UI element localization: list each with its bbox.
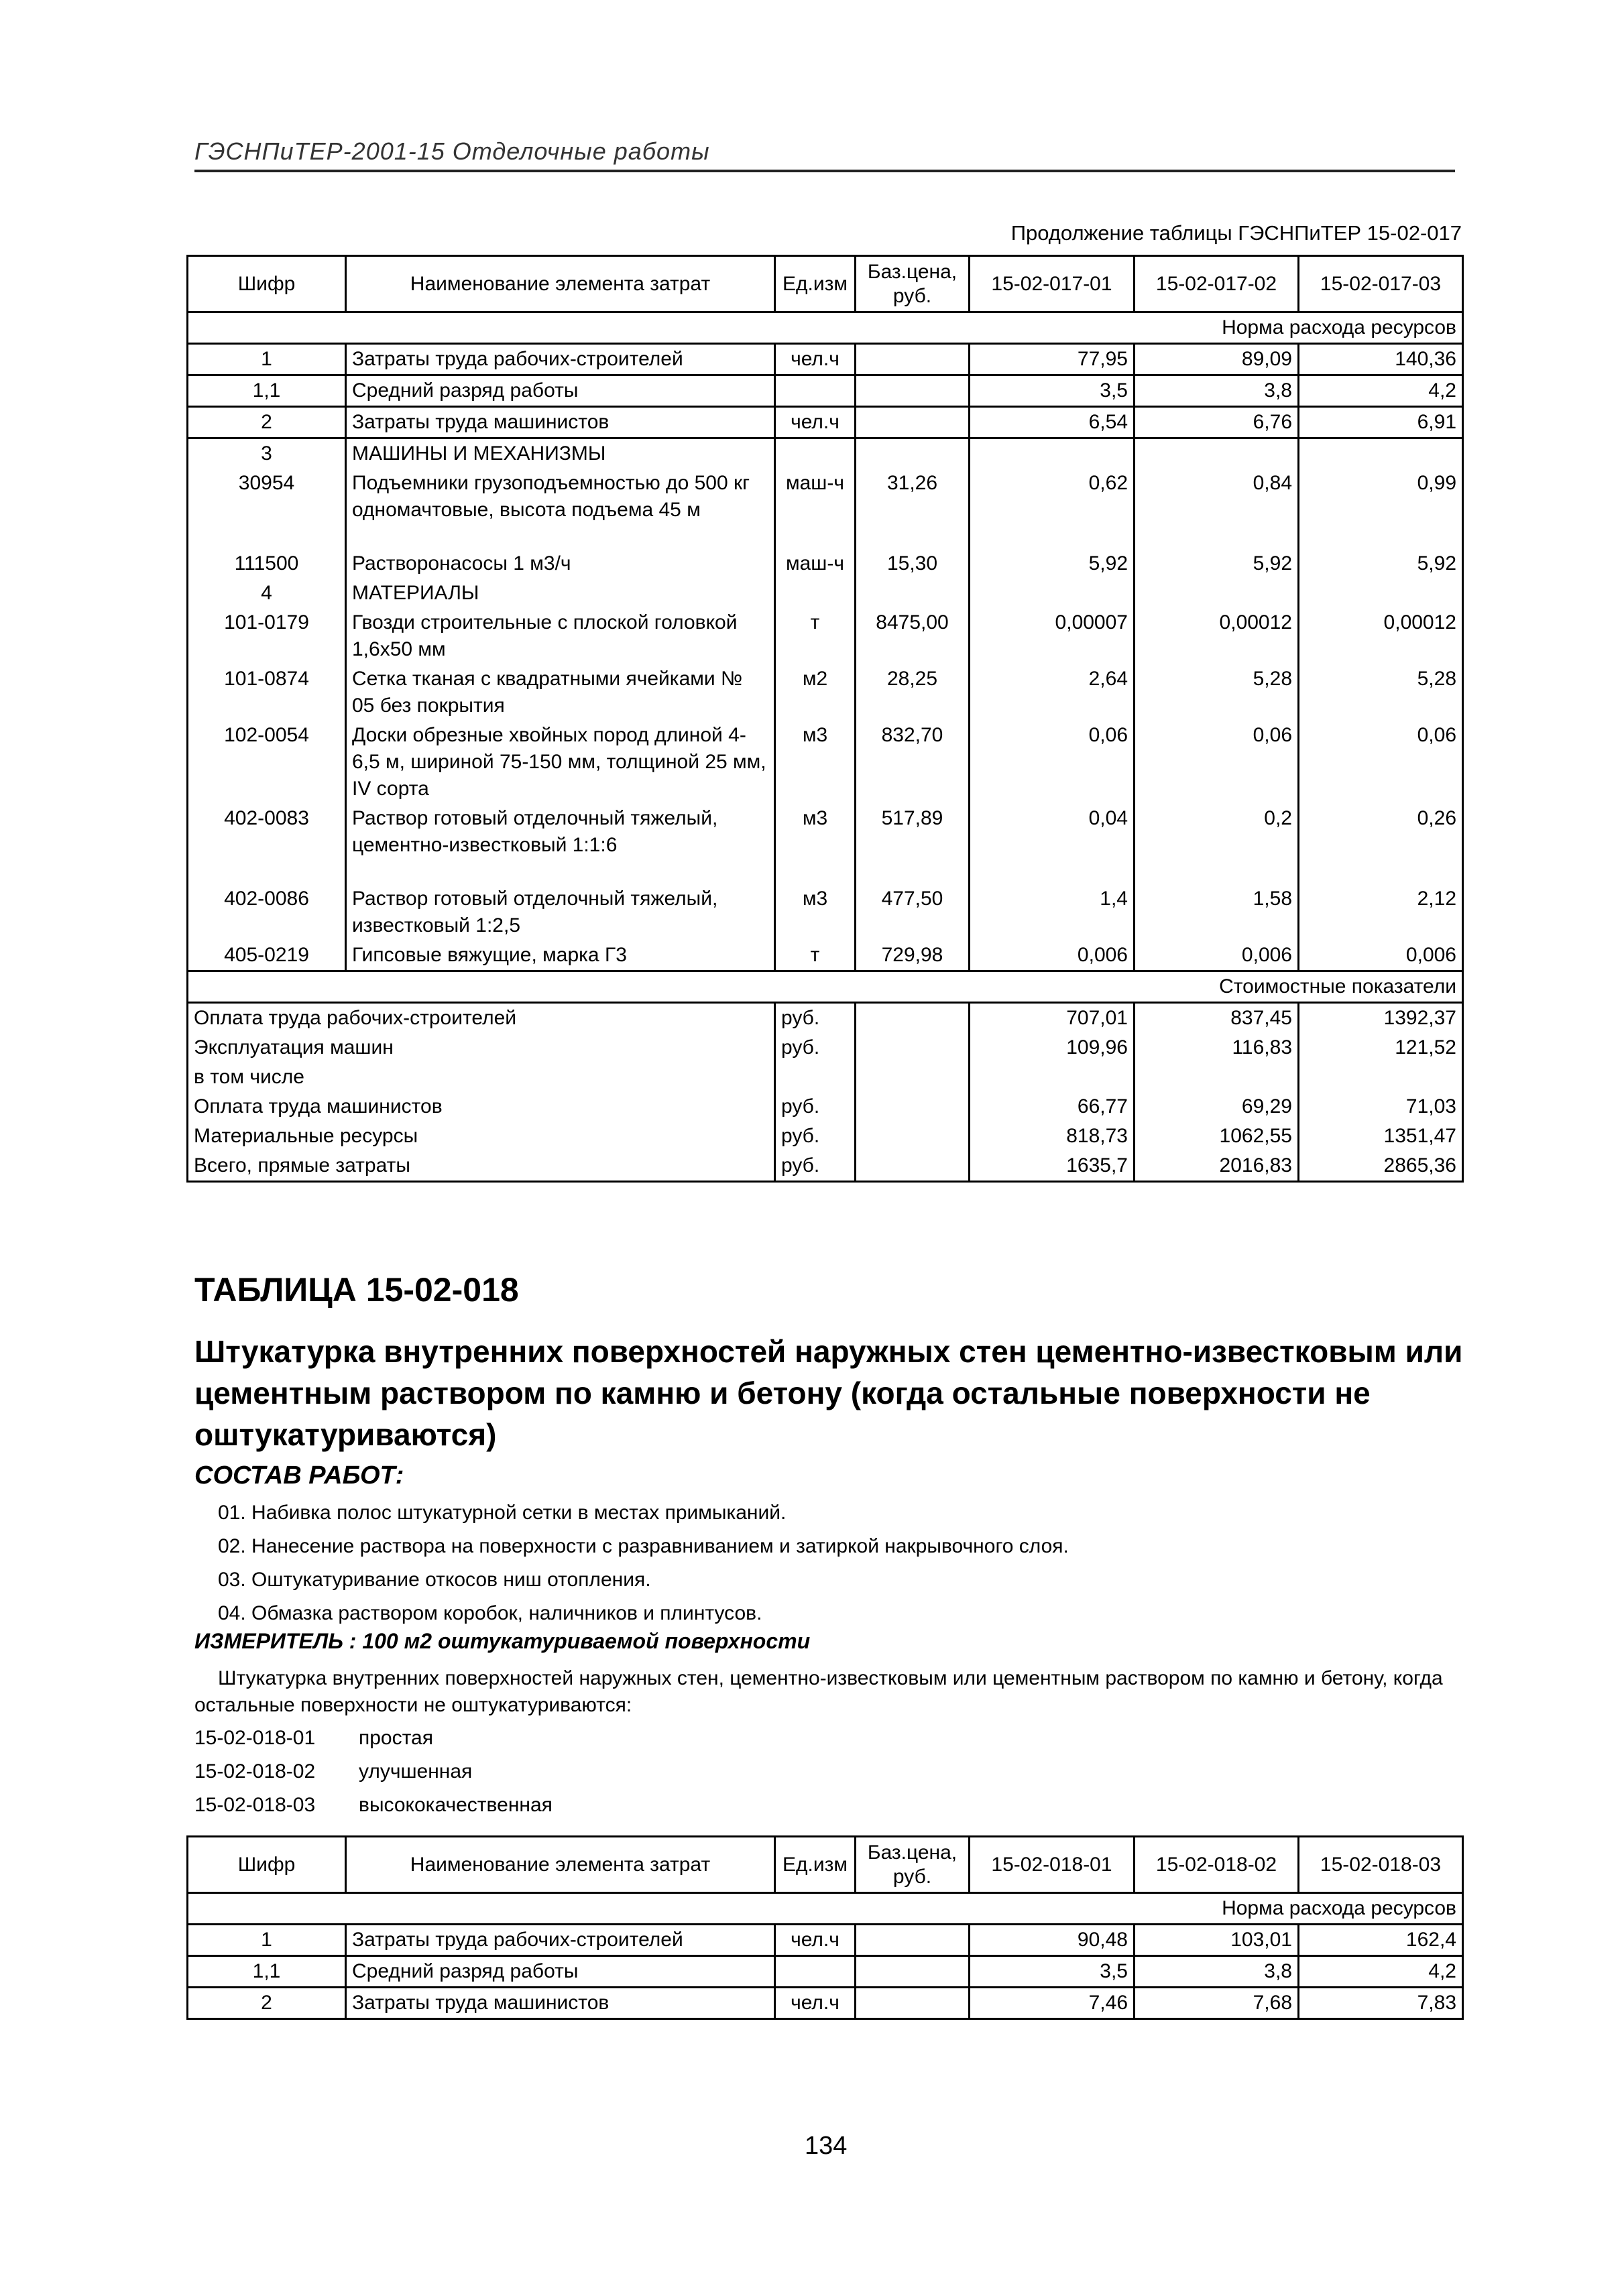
- header-col-2: 15-02-017-02: [1135, 256, 1299, 312]
- table-title: ТАБЛИЦА 15-02-018: [194, 1271, 519, 1309]
- section-row-machines: 3 МАШИНЫ И МЕХАНИЗМЫ: [188, 438, 1463, 469]
- header-name: Наименование элемента затрат: [346, 1837, 775, 1893]
- table-row: 402-0083 Раствор готовый отделочный тяжелый, цементно-известковый 1:1:6 м3 517,89 0,04 0,2 0,26: [188, 804, 1463, 884]
- header-price: Баз.цена, руб.: [856, 1837, 970, 1893]
- table-row: 102-0054 Доски обрезные хвойных пород длиной 4-6,5 м, шириной 75-150 мм, толщиной 25 мм, IV сорта м3 832,70 0,06 0,06 0,06: [188, 721, 1463, 804]
- cost-row: Оплата труда рабочих-строителей руб. 707,01 837,45 1392,37: [188, 1003, 1463, 1034]
- header-shifr: Шифр: [188, 256, 346, 312]
- header-col-3: 15-02-017-03: [1299, 256, 1463, 312]
- list-item: 02. Нанесение раствора на поверхности с разравниванием и затиркой накрывочного слоя.: [218, 1535, 1069, 1557]
- table-row: 2 Затраты труда машинистов чел.ч 7,46 7,68 7,83: [188, 1988, 1463, 2019]
- header-shifr: Шифр: [188, 1837, 346, 1893]
- norma-label: Норма расхода ресурсов: [188, 312, 1463, 344]
- resource-table-15-02-017: [186, 255, 1464, 1183]
- table-row: 1,1 Средний разряд работы 3,5 3,8 4,2: [188, 375, 1463, 407]
- header-col-1: 15-02-017-01: [970, 256, 1135, 312]
- cost-row: в том числе: [188, 1063, 1463, 1092]
- header-col-2: 15-02-018-02: [1135, 1837, 1299, 1893]
- cost-row: Всего, прямые затраты руб. 1635,7 2016,83 2865,36: [188, 1151, 1463, 1182]
- list-item: 03. Оштукатуривание откосов ниш отопления.: [218, 1569, 651, 1591]
- table-row: 30954 Подъемники грузоподъемностью до 500 кг одномачтовые, высота подъема 45 м маш-ч 31,26 0,62 0,84 0,99: [188, 469, 1463, 549]
- cost-row: Эксплуатация машин руб. 109,96 116,83 121,52: [188, 1033, 1463, 1063]
- work-description: Штукатурка внутренних поверхностей наружных стен, цементно-известковым или цементным раствором по камню и бетону, когда остальные поверхности не оштукатуриваются:: [194, 1667, 1443, 1716]
- table-row: 405-0219 Гипсовые вяжущие, марка Г3 т 729,98 0,006 0,006 0,006: [188, 941, 1463, 971]
- cost-row: Материальные ресурсы руб. 818,73 1062,55 1351,47: [188, 1122, 1463, 1151]
- table-row: 1,1 Средний разряд работы 3,5 3,8 4,2: [188, 1956, 1463, 1988]
- section-subtitle: Штукатурка внутренних поверхностей наружных стен цементно-известковым или цементным раствором по камню и бетону (когда остальные поверхности не оштукатуриваются): [194, 1334, 1463, 1452]
- stoim-label: Стоимостные показатели: [188, 971, 1463, 1003]
- table-row: 101-0179 Гвозди строительные с плоской головкой 1,6х50 мм т 8475,00 0,00007 0,00012 0,00012: [188, 608, 1463, 664]
- header-price: Баз.цена, руб.: [856, 256, 970, 312]
- variants-list: [194, 1721, 553, 1822]
- table-row: 111500 Растворонасосы 1 м3/ч маш-ч 15,30 5,92 5,92 5,92: [188, 549, 1463, 579]
- list-item: 15-02-018-03 высококачественная: [194, 1794, 553, 1816]
- cost-row: Оплата труда машинистов руб. 66,77 69,29 71,03: [188, 1092, 1463, 1122]
- table-row: 1 Затраты труда рабочих-строителей чел.ч 90,48 103,01 162,4: [188, 1925, 1463, 1956]
- resource-table-15-02-018: [186, 1835, 1464, 2020]
- operations-list: [218, 1496, 1069, 1630]
- izmeritel: ИЗМЕРИТЕЛЬ : 100 м2 оштукатуриваемой поверхности: [194, 1629, 811, 1653]
- list-item: 01. Набивка полос штукатурной сетки в местах примыканий.: [218, 1502, 787, 1524]
- section-row-materials: 4 МАТЕРИАЛЫ: [188, 579, 1463, 608]
- running-head: ГЭСНПиТЕР-2001-15 Отделочные работы: [194, 137, 1455, 172]
- table-row: 1 Затраты труда рабочих-строителей чел.ч 77,95 89,09 140,36: [188, 344, 1463, 375]
- sostav-heading: СОСТАВ РАБОТ:: [194, 1461, 404, 1490]
- page-number: 134: [805, 2132, 848, 2160]
- table-row: 2 Затраты труда машинистов чел.ч 6,54 6,76 6,91: [188, 407, 1463, 438]
- continuation-caption: Продолжение таблицы ГЭСНПиТЕР 15-02-017: [1010, 221, 1462, 245]
- table-row: 402-0086 Раствор готовый отделочный тяжелый, известковый 1:2,5 м3 477,50 1,4 1,58 2,12: [188, 884, 1463, 941]
- list-item: 15-02-018-01 простая: [194, 1727, 433, 1749]
- table-row: 101-0874 Сетка тканая с квадратными ячейками № 05 без покрытия м2 28,25 2,64 5,28 5,28: [188, 664, 1463, 721]
- header-unit: Ед.изм: [775, 256, 856, 312]
- list-item: 04. Обмазка раствором коробок, наличников и плинтусов.: [218, 1602, 762, 1624]
- list-item: 15-02-018-02 улучшенная: [194, 1760, 473, 1783]
- norma-label: Норма расхода ресурсов: [188, 1893, 1463, 1925]
- header-unit: Ед.изм: [775, 1837, 856, 1893]
- header-name: Наименование элемента затрат: [346, 256, 775, 312]
- header-col-1: 15-02-018-01: [970, 1837, 1135, 1893]
- header-col-3: 15-02-018-03: [1299, 1837, 1463, 1893]
